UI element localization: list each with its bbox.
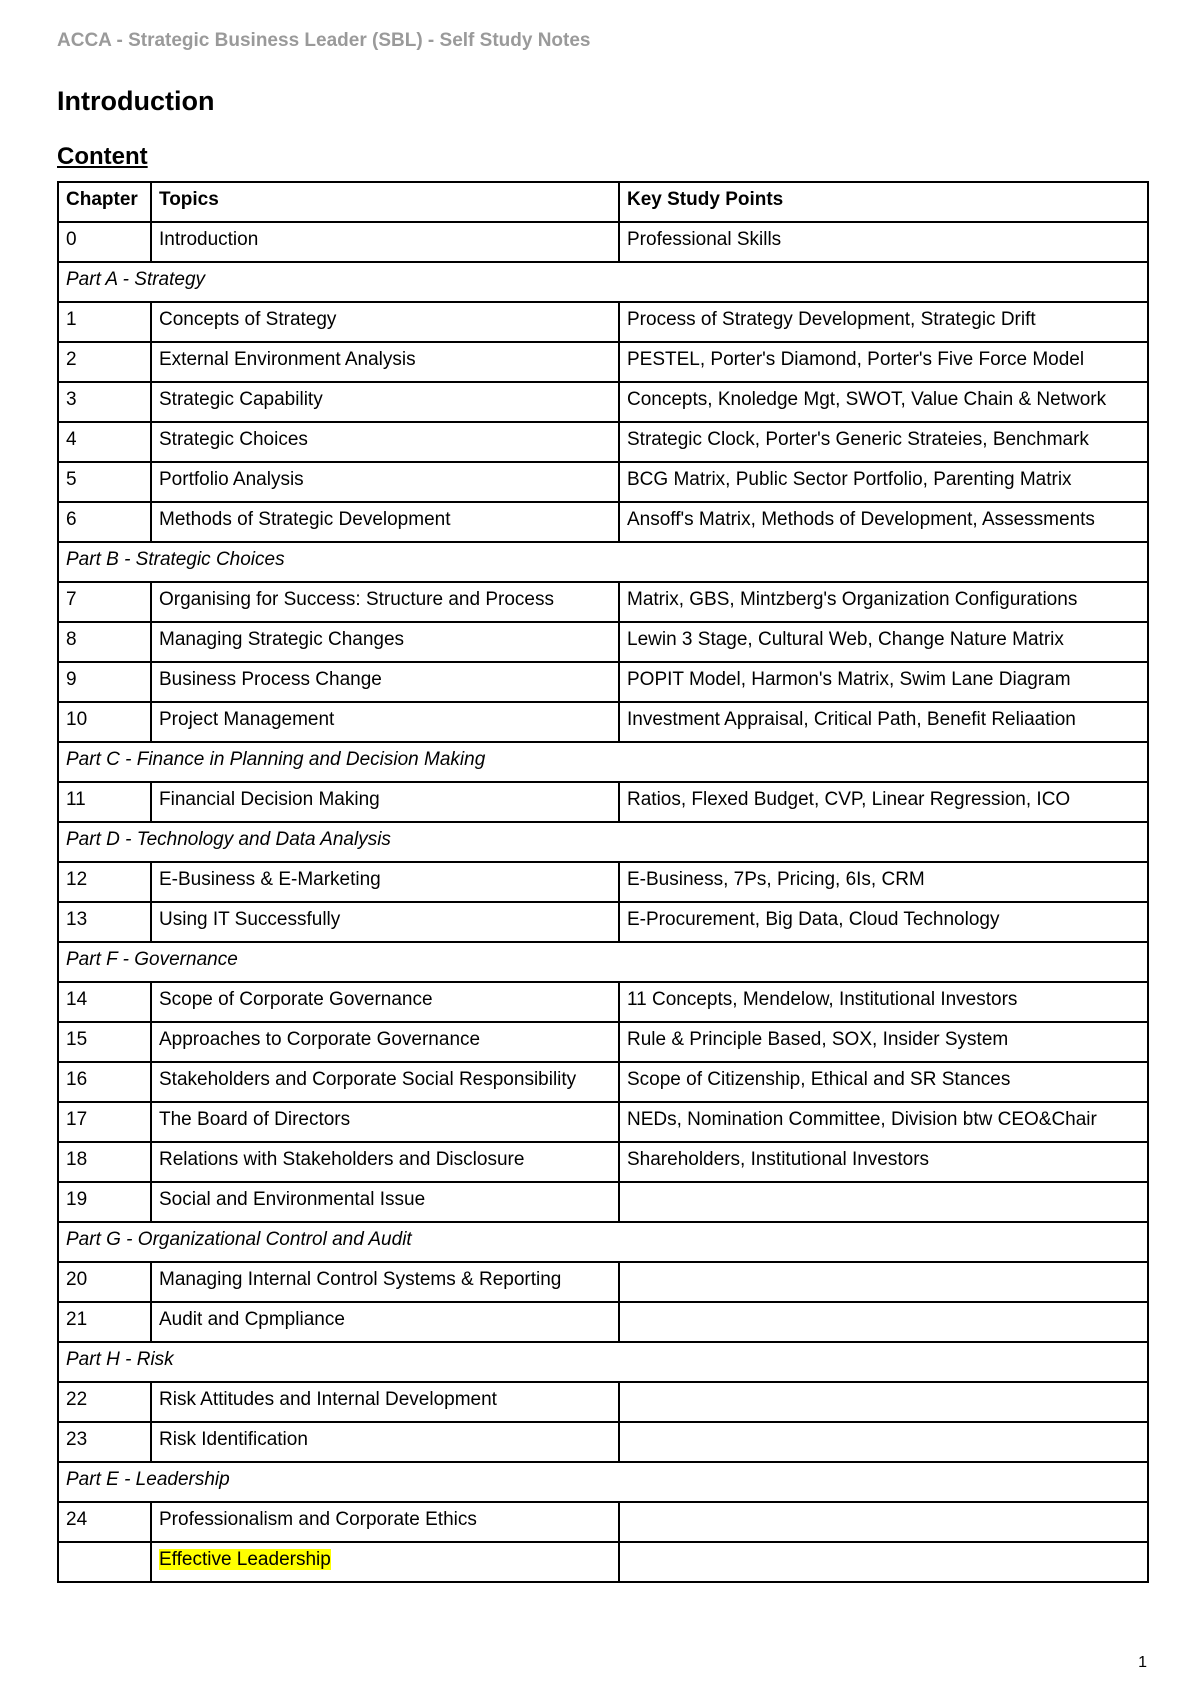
table-row bbox=[58, 862, 1148, 902]
key-points-cell: Process of Strategy Development, Strategic Drift bbox=[619, 302, 1148, 342]
topic-cell: Using IT Successfully bbox=[151, 902, 619, 942]
table-row bbox=[58, 902, 1148, 942]
chapter-cell: 24 bbox=[58, 1502, 151, 1542]
topic-cell: Strategic Choices bbox=[151, 422, 619, 462]
key-points-cell: Rule & Principle Based, SOX, Insider System bbox=[619, 1022, 1148, 1062]
table-row bbox=[58, 342, 1148, 382]
part-row bbox=[58, 742, 1148, 782]
chapter-cell: 3 bbox=[58, 382, 151, 422]
chapter-cell: 9 bbox=[58, 662, 151, 702]
table-body bbox=[58, 222, 1148, 1582]
key-points-cell: Concepts, Knoledge Mgt, SWOT, Value Chain & Network bbox=[619, 382, 1148, 422]
key-points-cell: 11 Concepts, Mendelow, Institutional Investors bbox=[619, 982, 1148, 1022]
chapter-cell: 11 bbox=[58, 782, 151, 822]
chapter-cell: 4 bbox=[58, 422, 151, 462]
part-label: Part G - Organizational Control and Audit bbox=[58, 1222, 1148, 1262]
topic-cell: Organising for Success: Structure and Process bbox=[151, 582, 619, 622]
topic-cell: Risk Identification bbox=[151, 1422, 619, 1462]
part-row bbox=[58, 1342, 1148, 1382]
topic-cell: Managing Internal Control Systems & Reporting bbox=[151, 1262, 619, 1302]
table-row bbox=[58, 422, 1148, 462]
topic-cell: Scope of Corporate Governance bbox=[151, 982, 619, 1022]
topic-cell: Introduction bbox=[151, 222, 619, 262]
chapter-cell: 7 bbox=[58, 582, 151, 622]
key-points-cell: Matrix, GBS, Mintzberg's Organization Configurations bbox=[619, 582, 1148, 622]
key-points-cell: Lewin 3 Stage, Cultural Web, Change Nature Matrix bbox=[619, 622, 1148, 662]
key-points-cell bbox=[619, 1182, 1148, 1222]
table-row bbox=[58, 1542, 1148, 1582]
key-points-cell: E-Business, 7Ps, Pricing, 6Is, CRM bbox=[619, 862, 1148, 902]
chapter-cell: 22 bbox=[58, 1382, 151, 1422]
part-label: Part C - Finance in Planning and Decision Making bbox=[58, 742, 1148, 782]
table-row bbox=[58, 1142, 1148, 1182]
part-row bbox=[58, 822, 1148, 862]
topic-cell: Portfolio Analysis bbox=[151, 462, 619, 502]
chapter-cell: 6 bbox=[58, 502, 151, 542]
key-points-cell: Professional Skills bbox=[619, 222, 1148, 262]
key-points-cell: NEDs, Nomination Committee, Division btw CEO&Chair bbox=[619, 1102, 1148, 1142]
table-row bbox=[58, 502, 1148, 542]
highlighted-topic: Effective Leadership bbox=[159, 1549, 331, 1570]
key-points-cell bbox=[619, 1262, 1148, 1302]
part-label: Part B - Strategic Choices bbox=[58, 542, 1148, 582]
key-points-cell: BCG Matrix, Public Sector Portfolio, Parenting Matrix bbox=[619, 462, 1148, 502]
chapter-cell: 20 bbox=[58, 1262, 151, 1302]
section-heading: Content bbox=[57, 143, 148, 170]
part-row bbox=[58, 1222, 1148, 1262]
topic-cell: Professionalism and Corporate Ethics bbox=[151, 1502, 619, 1542]
topic-cell: Concepts of Strategy bbox=[151, 302, 619, 342]
topic-cell: Social and Environmental Issue bbox=[151, 1182, 619, 1222]
topic-cell: Audit and Cpmpliance bbox=[151, 1302, 619, 1342]
chapter-cell: 16 bbox=[58, 1062, 151, 1102]
part-label: Part D - Technology and Data Analysis bbox=[58, 822, 1148, 862]
chapter-cell: 1 bbox=[58, 302, 151, 342]
column-header-chapter: Chapter bbox=[58, 182, 151, 222]
part-label: Part F - Governance bbox=[58, 942, 1148, 982]
part-row bbox=[58, 542, 1148, 582]
chapter-cell: 23 bbox=[58, 1422, 151, 1462]
table-row bbox=[58, 222, 1148, 262]
column-header-topics: Topics bbox=[151, 182, 619, 222]
chapter-cell: 19 bbox=[58, 1182, 151, 1222]
column-header-key-points: Key Study Points bbox=[619, 182, 1148, 222]
table-row bbox=[58, 1102, 1148, 1142]
topic-cell: Stakeholders and Corporate Social Responsibility bbox=[151, 1062, 619, 1102]
part-row bbox=[58, 942, 1148, 982]
chapter-cell: 13 bbox=[58, 902, 151, 942]
table-row bbox=[58, 1182, 1148, 1222]
table-row bbox=[58, 622, 1148, 662]
key-points-cell bbox=[619, 1422, 1148, 1462]
key-points-cell bbox=[619, 1302, 1148, 1342]
key-points-cell: Ansoff's Matrix, Methods of Development, Assessments bbox=[619, 502, 1148, 542]
table-row bbox=[58, 1422, 1148, 1462]
chapter-cell: 2 bbox=[58, 342, 151, 382]
content-table bbox=[57, 181, 1149, 1583]
chapter-cell: 21 bbox=[58, 1302, 151, 1342]
key-points-cell: Ratios, Flexed Budget, CVP, Linear Regression, ICO bbox=[619, 782, 1148, 822]
chapter-cell: 15 bbox=[58, 1022, 151, 1062]
topic-cell: External Environment Analysis bbox=[151, 342, 619, 382]
topic-cell: E-Business & E-Marketing bbox=[151, 862, 619, 902]
topic-cell: Business Process Change bbox=[151, 662, 619, 702]
key-points-cell: Shareholders, Institutional Investors bbox=[619, 1142, 1148, 1182]
topic-cell: Risk Attitudes and Internal Development bbox=[151, 1382, 619, 1422]
topic-cell bbox=[151, 1542, 619, 1582]
table-row bbox=[58, 462, 1148, 502]
part-label: Part H - Risk bbox=[58, 1342, 1148, 1382]
table-row bbox=[58, 1502, 1148, 1542]
key-points-cell: Investment Appraisal, Critical Path, Benefit Reliaation bbox=[619, 702, 1148, 742]
table-row bbox=[58, 1062, 1148, 1102]
topic-cell: The Board of Directors bbox=[151, 1102, 619, 1142]
chapter-cell: 18 bbox=[58, 1142, 151, 1182]
table-header-row bbox=[58, 182, 1148, 222]
table-row bbox=[58, 662, 1148, 702]
topic-cell: Approaches to Corporate Governance bbox=[151, 1022, 619, 1062]
key-points-cell: Scope of Citizenship, Ethical and SR Stances bbox=[619, 1062, 1148, 1102]
topic-cell: Project Management bbox=[151, 702, 619, 742]
chapter-cell bbox=[58, 1542, 151, 1582]
chapter-cell: 12 bbox=[58, 862, 151, 902]
table-row bbox=[58, 702, 1148, 742]
chapter-cell: 17 bbox=[58, 1102, 151, 1142]
table-row bbox=[58, 582, 1148, 622]
key-points-cell: POPIT Model, Harmon's Matrix, Swim Lane Diagram bbox=[619, 662, 1148, 702]
key-points-cell bbox=[619, 1542, 1148, 1582]
part-label: Part E - Leadership bbox=[58, 1462, 1148, 1502]
chapter-cell: 8 bbox=[58, 622, 151, 662]
table-row bbox=[58, 302, 1148, 342]
topic-cell: Financial Decision Making bbox=[151, 782, 619, 822]
page-number: 1 bbox=[1138, 1654, 1147, 1671]
part-label: Part A - Strategy bbox=[58, 262, 1148, 302]
key-points-cell bbox=[619, 1382, 1148, 1422]
topic-cell: Methods of Strategic Development bbox=[151, 502, 619, 542]
topic-cell: Managing Strategic Changes bbox=[151, 622, 619, 662]
part-row bbox=[58, 262, 1148, 302]
chapter-cell: 0 bbox=[58, 222, 151, 262]
table-row bbox=[58, 1262, 1148, 1302]
key-points-cell bbox=[619, 1502, 1148, 1542]
document-header: ACCA - Strategic Business Leader (SBL) - Self Study Notes bbox=[57, 30, 591, 51]
table-row bbox=[58, 982, 1148, 1022]
table-row bbox=[58, 1022, 1148, 1062]
page-title: Introduction bbox=[57, 86, 215, 116]
table-row bbox=[58, 1382, 1148, 1422]
key-points-cell: Strategic Clock, Porter's Generic Strateies, Benchmark bbox=[619, 422, 1148, 462]
topic-cell: Strategic Capability bbox=[151, 382, 619, 422]
part-row bbox=[58, 1462, 1148, 1502]
topic-cell: Relations with Stakeholders and Disclosure bbox=[151, 1142, 619, 1182]
table-row bbox=[58, 1302, 1148, 1342]
key-points-cell: E-Procurement, Big Data, Cloud Technology bbox=[619, 902, 1148, 942]
key-points-cell: PESTEL, Porter's Diamond, Porter's Five Force Model bbox=[619, 342, 1148, 382]
table-row bbox=[58, 782, 1148, 822]
chapter-cell: 5 bbox=[58, 462, 151, 502]
table-row bbox=[58, 382, 1148, 422]
chapter-cell: 10 bbox=[58, 702, 151, 742]
chapter-cell: 14 bbox=[58, 982, 151, 1022]
